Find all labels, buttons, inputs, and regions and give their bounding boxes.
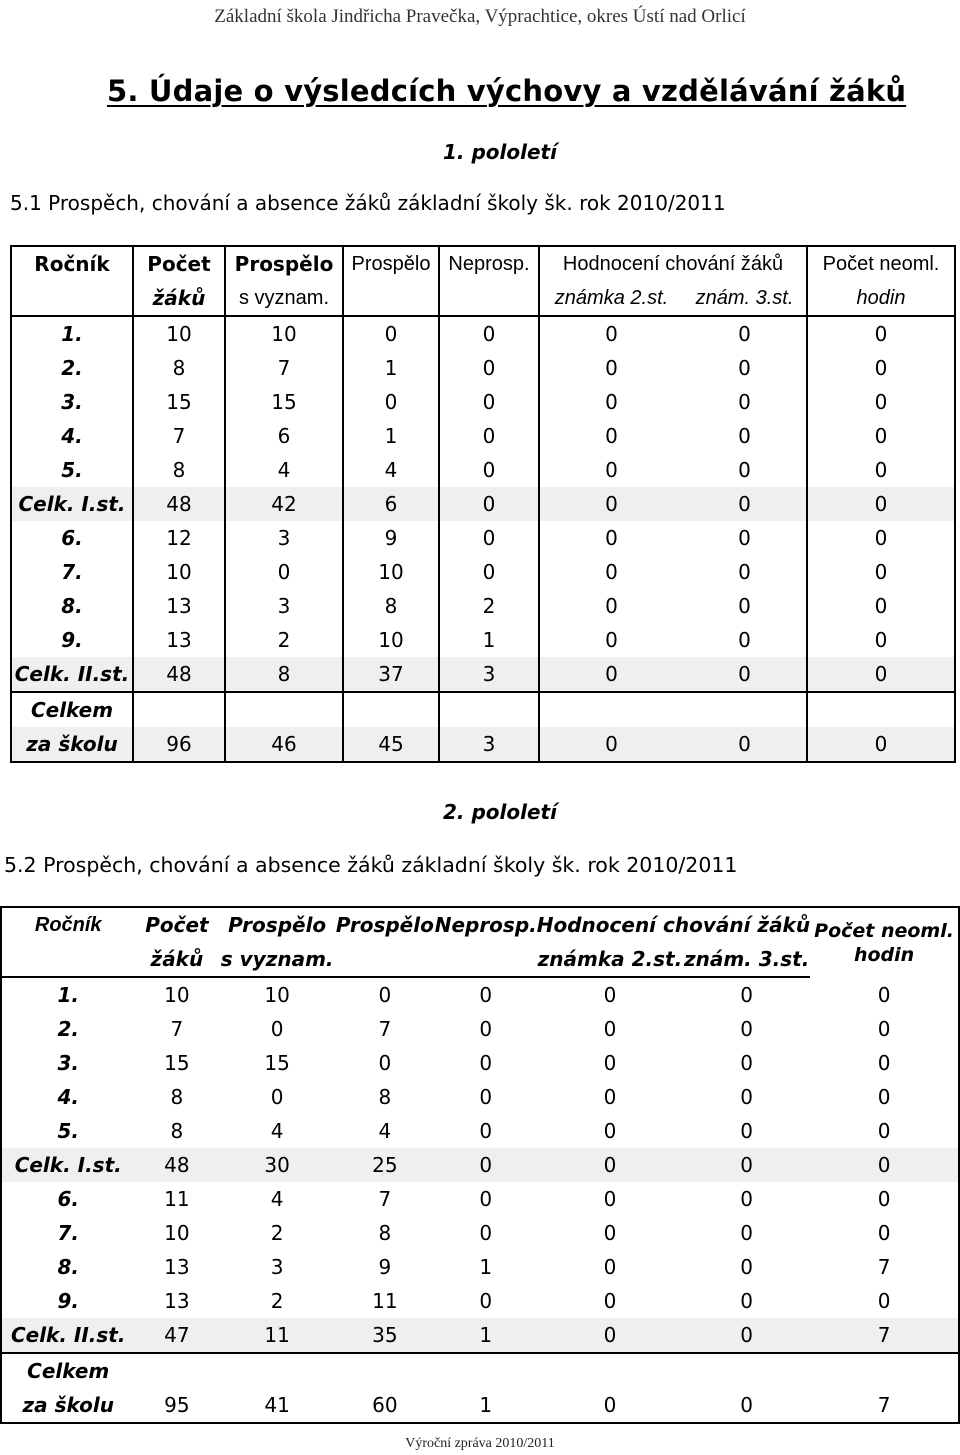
cell-vyznam: 15 [225,385,343,419]
cell-z3: 0 [683,487,807,521]
cell-pocet: 10 [164,1221,190,1245]
cell-neprosp: 0 [479,1017,493,1041]
cell-vyznam: 15 [264,1051,290,1075]
col-znamka2: známka 2.st. [537,942,683,977]
cell-z3: 0 [738,390,751,414]
total-row [1,1353,959,1388]
cell-vyznam: 4 [225,453,343,487]
cell-pocet: 96 [133,727,225,762]
cell-z3: 0 [740,983,753,1007]
cell-prospelo: 37 [343,657,439,692]
cell-grade: 7. [61,560,83,584]
total-row-values [11,727,955,762]
table-row [1,1114,959,1148]
cell-z2: 0 [603,1051,617,1075]
table-row [1,977,959,1012]
cell-z2: 0 [603,1289,617,1313]
cell-grade: 1. [57,983,79,1007]
cell-prospelo: 10 [343,623,439,657]
cell-pocet: 8 [133,351,225,385]
cell-prospelo: 8 [378,1221,392,1245]
total-label-b: za školu [22,1393,114,1417]
cell-neprosp: 0 [439,419,539,453]
cell-vyznam: 3 [270,1255,284,1279]
cell-neprosp: 3 [439,657,539,692]
cell-hodin: 0 [807,487,955,521]
total-label: Celkem [11,692,133,727]
cell-pocet: 11 [164,1187,190,1211]
cell-z2: 0 [539,419,683,453]
cell-z3: 0 [738,322,751,346]
cell-z3: 0 [740,1051,753,1075]
col-pocet-sub: žáků [133,281,225,316]
cell-grade: 6. [61,526,83,550]
cell-hodin: 0 [807,521,955,555]
total-row [11,692,955,727]
cell-hodin: 0 [807,453,955,487]
cell-z2: 0 [537,1148,683,1182]
cell-z3: 0 [740,1393,753,1417]
cell-vyznam: 4 [270,1187,284,1211]
cell-z3: 0 [740,1119,753,1143]
cell-prospelo: 8 [343,589,439,623]
cell-pocet: 48 [134,1148,219,1182]
cell-hodin: 0 [877,1221,891,1245]
cell-prospelo: 45 [343,727,439,762]
table-row [11,453,955,487]
col-neoml-line2: hodin [853,943,915,966]
cell-z3: 0 [740,1085,753,1109]
cell-pocet: 7 [133,419,225,453]
cell-grade: 8. [57,1255,79,1279]
cell-neprosp: 0 [439,487,539,521]
cell-z2: 0 [603,983,617,1007]
table-row [1,1012,959,1046]
cell-neprosp: 0 [479,1221,493,1245]
cell-vyznam: 2 [225,623,343,657]
cell-z2: 0 [539,727,683,762]
cell-hodin: 7 [877,1393,891,1417]
cell-neprosp: 1 [479,1255,493,1279]
cell-prospelo: 0 [343,385,439,419]
total-label: Celkem [1,1353,134,1388]
cell-neprosp: 0 [439,316,539,351]
cell-grade: 8. [61,594,83,618]
cell-hodin: 0 [807,385,955,419]
cell-z3: 0 [683,1148,810,1182]
col-neoml-sub: hodin [807,281,955,316]
col-prospelo: Prospělo [343,246,439,281]
table-row [1,1046,959,1080]
cell-z2: 0 [603,1187,617,1211]
cell-grade: Celk. II.st. [11,657,133,692]
cell-z2: 0 [603,1393,617,1417]
table-row [11,521,955,555]
cell-prospelo: 60 [372,1393,398,1417]
cell-vyznam: 8 [225,657,343,692]
cell-hodin: 0 [807,351,955,385]
cell-z3: 0 [683,657,807,692]
cell-hodin: 0 [877,982,891,1007]
cell-neprosp: 0 [479,1119,493,1143]
cell-grade: 6. [57,1187,79,1211]
cell-pocet: 47 [134,1318,219,1353]
cell-pocet: 10 [133,316,225,351]
cell-prospelo: 1 [343,351,439,385]
total-row-values [1,1388,959,1423]
cell-hodin: 0 [877,1289,891,1313]
cell-z3: 0 [738,560,751,584]
cell-grade: Celk. I.st. [1,1148,134,1182]
cell-z2: 0 [539,385,683,419]
col-pocet: Počet [145,913,209,937]
cell-neprosp: 0 [439,555,539,589]
cell-z2: 0 [603,1221,617,1245]
cell-grade: Celk. I.st. [11,487,133,521]
table-row [1,1250,959,1284]
cell-neprosp: 0 [435,1148,537,1182]
header-row [1,907,959,942]
col-hodnoceni: Hodnocení chování žáků [536,913,811,937]
table-row [1,1182,959,1216]
cell-vyznam: 4 [270,1119,284,1143]
cell-z2: 0 [539,521,683,555]
cell-prospelo: 0 [378,983,392,1007]
subtotal-row [1,1148,959,1182]
cell-prospelo: 9 [378,1255,392,1279]
cell-pocet: 10 [133,555,225,589]
cell-neprosp: 2 [439,589,539,623]
cell-neprosp: 0 [439,385,539,419]
col-neoml-line1: Počet neoml. [814,919,954,942]
cell-neprosp: 0 [479,1289,493,1313]
cell-pocet: 13 [164,1255,190,1279]
semester-label-1: 1. pololetí [443,140,557,164]
cell-prospelo: 0 [378,1051,392,1075]
cell-pocet: 8 [133,453,225,487]
subtotal-row [11,657,955,692]
cell-z2: 0 [539,623,683,657]
cell-z2: 0 [537,1318,683,1353]
col-vyznam-sub: s vyznam. [225,281,343,316]
col-neprosp: Neprosp. [434,913,537,937]
cell-hodin: 7 [877,1255,891,1279]
cell-hodin: 0 [877,1051,891,1075]
cell-z2: 0 [603,1255,617,1279]
cell-hodin: 0 [807,727,955,762]
cell-z2: 0 [539,351,683,385]
col-prospelo: Prospělo [335,913,434,937]
cell-pocet: 48 [133,657,225,692]
table-row [11,419,955,453]
col-rocnik: Ročník [34,252,110,276]
cell-prospelo: 1 [343,419,439,453]
cell-hodin: 0 [877,1187,891,1211]
cell-prospelo: 4 [343,453,439,487]
col-vyznam-sub: s vyznam. [219,942,335,977]
cell-z3: 0 [683,727,807,762]
cell-pocet: 13 [133,589,225,623]
cell-hodin: 0 [810,1148,959,1182]
col-pocet: Počet [133,246,225,281]
cell-neprosp: 0 [439,351,539,385]
cell-hodin: 0 [877,1085,891,1109]
cell-pocet: 13 [133,623,225,657]
cell-grade: 3. [57,1051,79,1075]
cell-pocet: 15 [164,1051,190,1075]
cell-z3: 0 [738,424,751,448]
cell-z2: 0 [539,657,683,692]
cell-prospelo: 10 [343,555,439,589]
col-hodnoceni: Hodnocení chování žáků [539,246,807,281]
page-footer: Výroční zpráva 2010/2011 [405,1436,555,1451]
cell-vyznam: 11 [219,1318,335,1353]
cell-z3: 0 [740,1255,753,1279]
subtotal-row [1,1318,959,1353]
cell-vyznam: 2 [270,1289,284,1313]
cell-prospelo: 0 [343,316,439,351]
cell-neprosp: 0 [479,1085,493,1109]
chapter-title: 5. Údaje o výsledcích výchovy a vzdělávání žáků [107,74,907,108]
cell-z2: 0 [539,453,683,487]
cell-vyznam: 0 [270,1017,284,1041]
table-row [11,351,955,385]
cell-z2: 0 [539,555,683,589]
cell-pocet: 48 [133,487,225,521]
cell-grade: 3. [61,390,83,414]
cell-z2: 0 [539,589,683,623]
cell-z3: 0 [738,526,751,550]
cell-z3: 0 [740,1017,753,1041]
cell-neprosp: 3 [439,727,539,762]
col-neoml [810,907,959,977]
cell-grade: 9. [61,628,83,652]
col-prospelo-vyznam: Prospělo [228,913,327,937]
col-prospelo-vyznam: Prospělo [225,246,343,281]
cell-vyznam: 2 [270,1221,284,1245]
cell-hodin: 0 [807,555,955,589]
cell-grade: 4. [57,1085,79,1109]
cell-pocet: 15 [133,385,225,419]
cell-prospelo: 8 [378,1085,392,1109]
subtotal-row [11,487,955,521]
results-table-semester-2 [0,906,960,1424]
cell-pocet: 12 [133,521,225,555]
col-neoml: Počet neoml. [807,246,955,281]
semester-label-2: 2. pololetí [443,800,557,824]
cell-z3: 0 [738,594,751,618]
cell-vyznam: 0 [225,555,343,589]
cell-z3: 0 [738,628,751,652]
cell-hodin: 7 [810,1318,959,1353]
cell-prospelo: 6 [343,487,439,521]
cell-grade: 1. [61,322,83,346]
cell-grade: 9. [57,1289,79,1313]
table-row [11,623,955,657]
cell-grade: 2. [57,1017,79,1041]
cell-neprosp: 0 [479,983,493,1007]
cell-vyznam: 41 [264,1393,290,1417]
cell-grade: 5. [57,1119,79,1143]
cell-z3: 0 [740,1289,753,1313]
cell-neprosp: 1 [439,623,539,657]
cell-grade: 5. [61,458,83,482]
cell-z3: 0 [738,458,751,482]
cell-z3: 0 [683,1318,810,1353]
cell-prospelo: 11 [372,1289,398,1313]
col-znam3: znám. 3.st. [683,942,810,977]
cell-hodin: 0 [807,623,955,657]
cell-vyznam: 7 [225,351,343,385]
col-znam3: znám. 3.st. [683,281,807,316]
cell-grade: 2. [61,356,83,380]
cell-pocet: 13 [164,1289,190,1313]
cell-vyznam: 10 [225,316,343,351]
section-title-1: 5.1 Prospěch, chování a absence žáků základní školy šk. rok 2010/2011 [10,191,726,215]
cell-z2: 0 [603,1119,617,1143]
cell-grade: Celk. II.st. [1,1318,134,1353]
cell-prospelo: 4 [378,1119,392,1143]
cell-prospelo: 9 [343,521,439,555]
header-row [11,246,955,281]
cell-z2: 0 [603,1085,617,1109]
cell-pocet: 10 [164,983,190,1007]
col-rocnik: Ročník [34,913,102,936]
cell-pocet: 7 [170,1017,184,1041]
cell-vyznam: 42 [225,487,343,521]
cell-hodin: 0 [877,1017,891,1041]
cell-grade: 7. [57,1221,79,1245]
cell-neprosp: 0 [439,521,539,555]
cell-neprosp: 0 [479,1051,493,1075]
col-znamka2: známka 2.st. [539,281,683,316]
cell-z2: 0 [603,1017,617,1041]
cell-neprosp: 1 [435,1318,537,1353]
cell-prospelo: 7 [378,1187,392,1211]
cell-vyznam: 10 [264,983,290,1007]
cell-hodin: 0 [807,316,955,351]
table-row [1,1080,959,1114]
cell-neprosp: 1 [479,1393,493,1417]
cell-vyznam: 3 [225,521,343,555]
cell-hodin: 0 [807,419,955,453]
cell-grade: 4. [61,424,83,448]
cell-prospelo: 35 [335,1318,435,1353]
cell-z2: 0 [539,487,683,521]
table-row [11,316,955,351]
running-header: Základní škola Jindřicha Pravečka, Výprachtice, okres Ústí nad Orlicí [214,6,746,27]
section-title-2: 5.2 Prospěch, chování a absence žáků základní školy šk. rok 2010/2011 [4,853,738,877]
cell-z3: 0 [738,356,751,380]
cell-prospelo: 25 [335,1148,435,1182]
cell-pocet: 8 [170,1119,184,1143]
table-row [1,1284,959,1318]
cell-pocet: 95 [164,1393,190,1417]
col-pocet-sub: žáků [134,942,219,977]
table-row [11,589,955,623]
cell-z2: 0 [539,316,683,351]
table-row [1,1216,959,1250]
cell-prospelo: 7 [378,1017,392,1041]
results-table-semester-1 [10,245,956,763]
cell-z3: 0 [740,1187,753,1211]
col-neprosp: Neprosp. [439,246,539,281]
table-row [11,385,955,419]
cell-pocet: 8 [170,1085,184,1109]
table-row [11,555,955,589]
cell-vyznam: 6 [225,419,343,453]
cell-vyznam: 46 [225,727,343,762]
cell-neprosp: 0 [439,453,539,487]
cell-hodin: 0 [877,1119,891,1143]
cell-vyznam: 0 [270,1085,284,1109]
total-label-b: za školu [11,727,133,762]
cell-neprosp: 0 [479,1187,493,1211]
cell-hodin: 0 [807,657,955,692]
cell-z3: 0 [740,1221,753,1245]
cell-hodin: 0 [807,589,955,623]
header-row-sub [11,281,955,316]
cell-vyznam: 30 [219,1148,335,1182]
cell-vyznam: 3 [225,589,343,623]
